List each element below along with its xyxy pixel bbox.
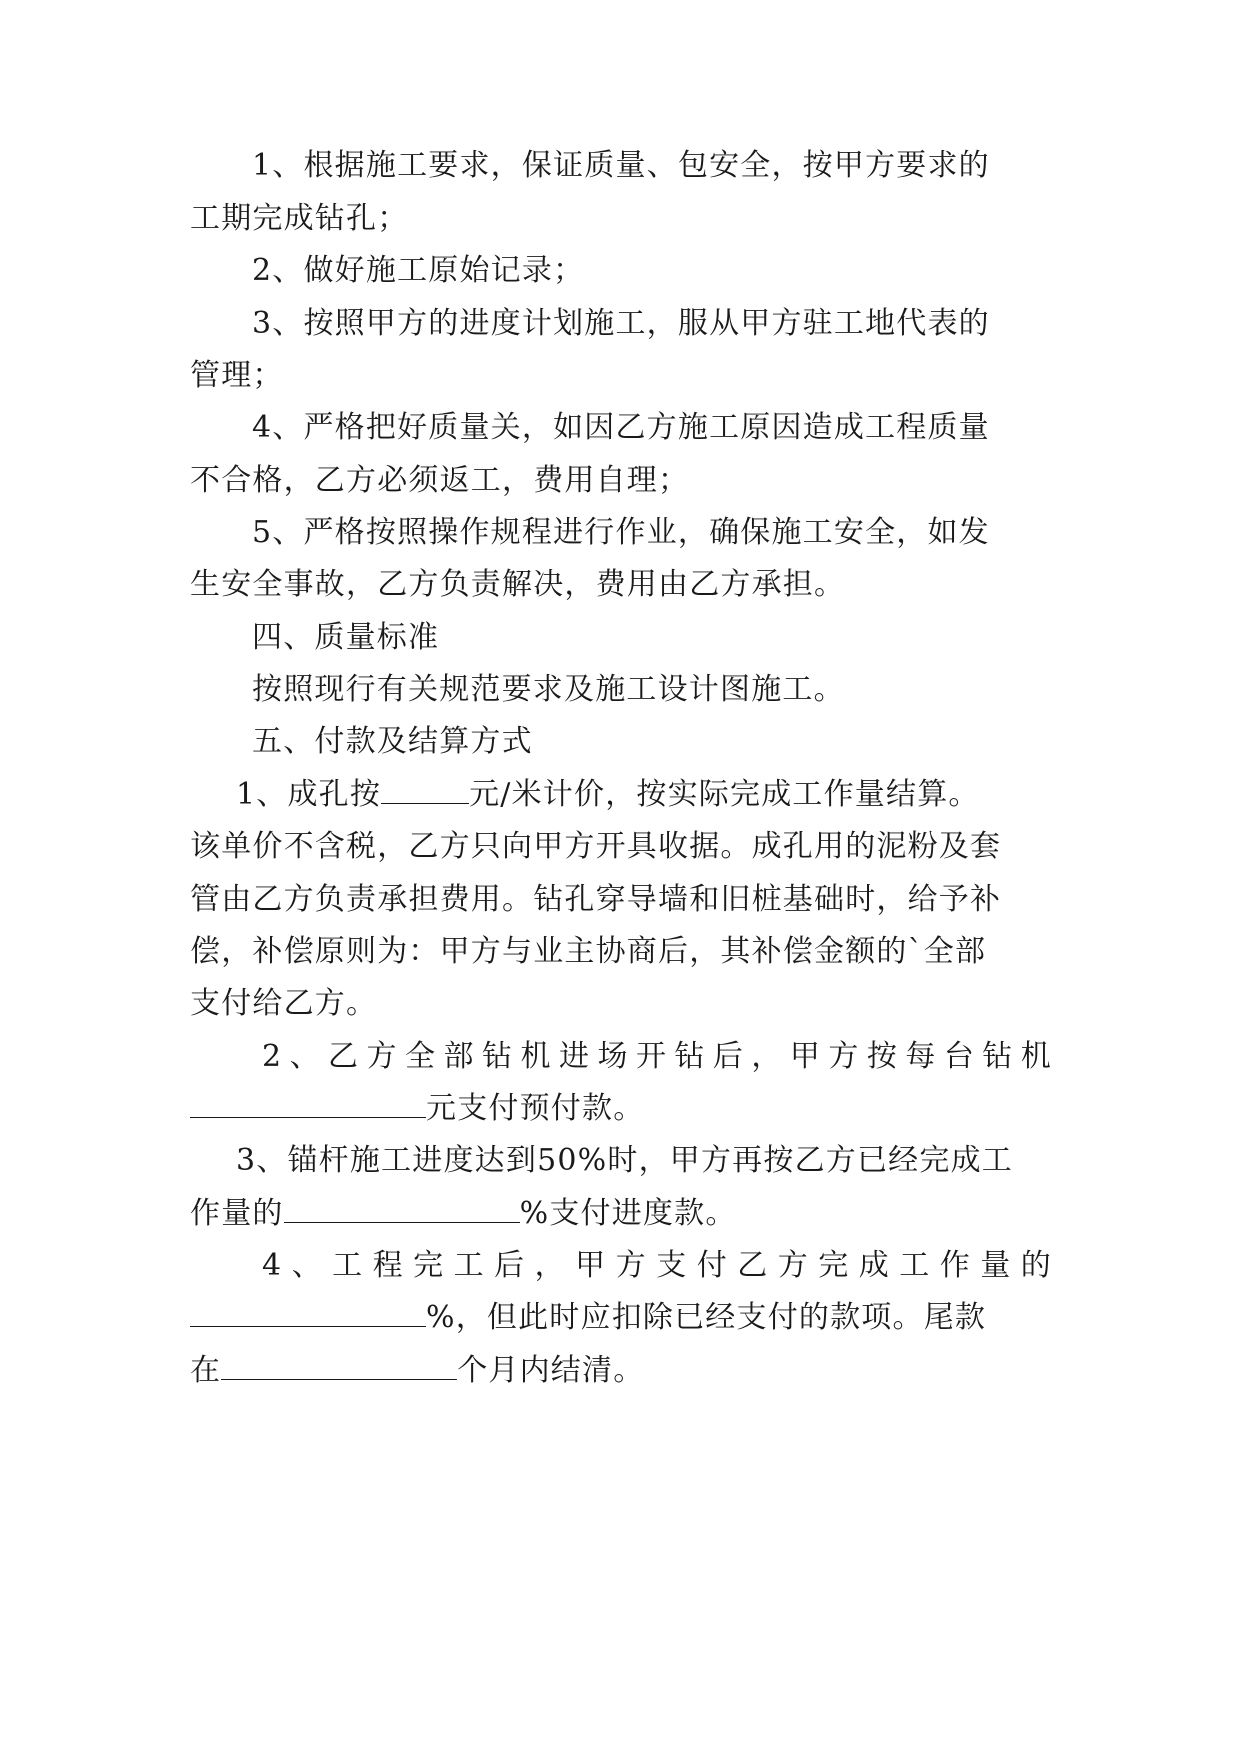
clause-b-5-line-1: 5、严格按照操作规程进行作业，确保施工安全，如发 bbox=[252, 515, 990, 550]
payment-clause-2-suffix: 元支付预付款。 bbox=[426, 1091, 645, 1126]
payment-clause-1-line-5: 支付给乙方。 bbox=[190, 986, 378, 1021]
payment-clause-3-line-1: 3、锚杆施工进度达到50%时，甲方再按乙方已经完成工 bbox=[236, 1143, 1013, 1178]
unit-price-blank bbox=[381, 775, 469, 804]
clause-b-3-line-1: 3、按照甲方的进度计划施工，服从甲方驻工地代表的 bbox=[252, 306, 990, 341]
completion-percent-blank bbox=[190, 1298, 426, 1327]
clause-b-2: 2、做好施工原始记录； bbox=[252, 253, 585, 288]
payment-clause-3-prefix: 作量的 bbox=[190, 1196, 284, 1231]
payment-clause-1-line-2: 该单价不含税，乙方只向甲方开具收据。成孔用的泥粉及套 bbox=[190, 829, 1002, 864]
payment-clause-3-line-2 bbox=[190, 1194, 1052, 1234]
section-heading-quality: 四、质量标准 bbox=[252, 620, 440, 655]
payment-clause-4-line-3 bbox=[190, 1351, 1052, 1391]
clause-b-4-line-2: 不合格，乙方必须返工，费用自理； bbox=[190, 463, 690, 498]
payment-clause-1-prefix: 1、成孔按 bbox=[236, 777, 382, 812]
payment-clause-4-line-1: 4、工程完工后，甲方支付乙方完成工作量的 bbox=[262, 1248, 1052, 1283]
settlement-months-blank bbox=[221, 1351, 457, 1380]
clause-b-1-line-1: 1、根据施工要求，保证质量、包安全，按甲方要求的 bbox=[252, 148, 990, 183]
payment-clause-4-suffix: %，但此时应扣除已经支付的款项。尾款 bbox=[426, 1300, 987, 1335]
payment-clause-1-suffix: 元/米计价，按实际完成工作量结算。 bbox=[469, 777, 980, 812]
clause-b-1-line-2: 工期完成钻孔； bbox=[190, 201, 409, 236]
payment-clause-1-line-1 bbox=[236, 775, 1068, 815]
payment-clause-3-suffix: %支付进度款。 bbox=[519, 1196, 737, 1231]
advance-payment-blank bbox=[190, 1089, 426, 1118]
quality-text: 按照现行有关规范要求及施工设计图施工。 bbox=[252, 672, 845, 707]
section-heading-payment: 五、付款及结算方式 bbox=[252, 724, 533, 759]
payment-clause-1-line-4: 偿，补偿原则为：甲方与业主协商后，其补偿金额的`全部 bbox=[190, 934, 987, 969]
payment-clause-4-suffix-2: 个月内结清。 bbox=[457, 1353, 645, 1388]
payment-clause-2-line-1: 2、乙方全部钻机进场开钻后，甲方按每台钻机 bbox=[262, 1039, 1052, 1074]
progress-percent-blank bbox=[284, 1194, 520, 1223]
payment-clause-1-line-3: 管由乙方负责承担费用。钻孔穿导墙和旧桩基础时，给予补 bbox=[190, 882, 1002, 917]
clause-b-5-line-2: 生安全事故，乙方负责解决，费用由乙方承担。 bbox=[190, 567, 846, 602]
clause-b-4-line-1: 4、严格把好质量关，如因乙方施工原因造成工程质量 bbox=[252, 410, 990, 445]
payment-clause-4-prefix: 在 bbox=[190, 1353, 222, 1388]
clause-b-3-line-2: 管理； bbox=[190, 358, 284, 393]
payment-clause-2-line-2 bbox=[190, 1089, 1052, 1129]
payment-clause-4-line-2 bbox=[190, 1298, 1052, 1338]
